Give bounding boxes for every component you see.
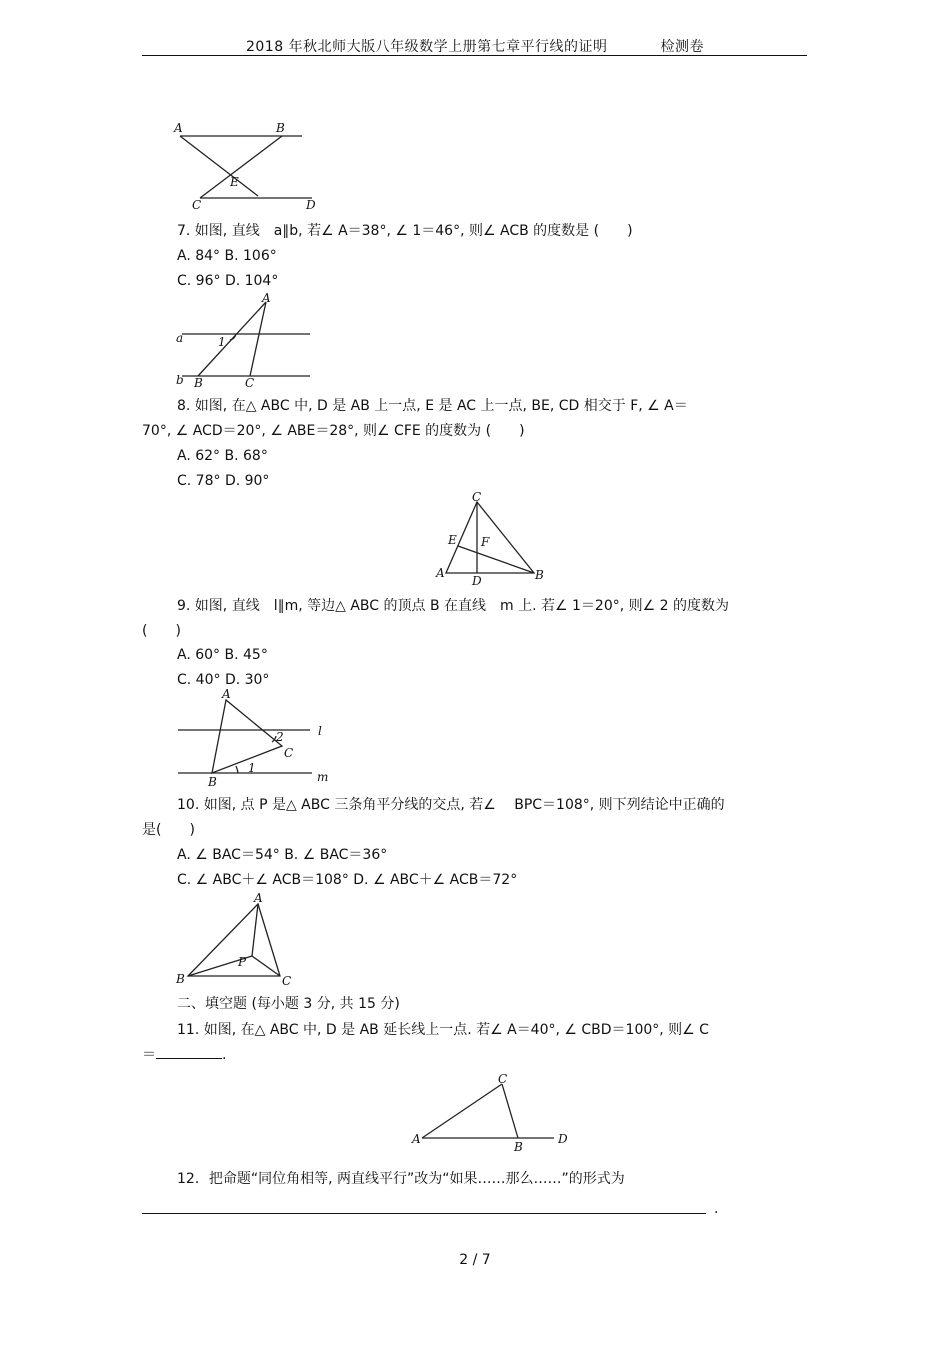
- figure-q8: [430, 490, 550, 590]
- figure-q7: [172, 290, 317, 392]
- fig7-label-c: C: [245, 376, 255, 390]
- fig7-label-angle1: 1: [218, 335, 226, 349]
- header-rule: [142, 55, 807, 56]
- fig7-label-line-b: b: [176, 373, 184, 387]
- fig6-label-b: B: [276, 121, 285, 135]
- fig11-label-d: D: [558, 1132, 568, 1146]
- fig10-label-p: P: [238, 955, 247, 969]
- fig6-label-d: D: [306, 198, 316, 210]
- fig8-label-e: E: [448, 533, 457, 547]
- fig8-label-a: A: [436, 566, 445, 580]
- q12-line1: 12．把命题“同位角相等, 两直线平行”改为“如果……那么……”的形式为: [177, 1171, 625, 1187]
- fig7-label-line-a: a: [176, 331, 184, 345]
- figure-q11: [408, 1070, 578, 1158]
- q8-line1: 8. 如图, 在△ ABC 中, D 是 AB 上一点, E 是 AC 上一点, BE, CD 相交于 F, ∠ A＝: [177, 398, 688, 414]
- q10-options-cd: C. ∠ ABC＋∠ ACB＝108° D. ∠ ABC＋∠ ACB＝72°: [177, 872, 518, 888]
- fig9-label-l: l: [318, 724, 322, 738]
- q9-line2: ( ): [142, 623, 181, 639]
- q7-stem: 7. 如图, 直线 a∥b, 若∠ A＝38°, ∠ 1＝46°, 则∠ ACB 的度数是 ( ): [177, 223, 633, 239]
- fig9-label-b: B: [208, 775, 217, 789]
- fig10-label-b: B: [176, 972, 185, 986]
- page-header: [0, 36, 950, 56]
- fig10-label-c: C: [282, 974, 292, 988]
- fig11-label-b: B: [514, 1140, 523, 1154]
- q11-line1: 11. 如图, 在△ ABC 中, D 是 AB 延长线上一点. 若∠ A＝40°, ∠ CBD＝100°, 则∠ C: [177, 1022, 709, 1038]
- fig7-label-a-point: A: [262, 291, 271, 305]
- fig9-label-c: C: [284, 746, 294, 760]
- q10-line1: 10. 如图, 点 P 是△ ABC 三条角平分线的交点, 若∠ BPC＝108°, 则下列结论中正确的: [177, 797, 725, 813]
- figure-q9: [172, 686, 332, 790]
- fig9-label-angle1: 1: [248, 761, 256, 775]
- q12-period: .: [714, 1201, 719, 1217]
- section-fill-in-title: 二、填空题 (每小题 3 分, 共 15 分): [177, 996, 400, 1012]
- q7-options-cd: C. 96° D. 104°: [177, 273, 279, 289]
- q10-options-ab: A. ∠ BAC＝54° B. ∠ BAC＝36°: [177, 847, 388, 863]
- q10-line2: 是( ): [142, 822, 195, 838]
- q8-line2: 70°, ∠ ACD＝20°, ∠ ABE＝28°, 则∠ CFE 的度数为 ( ): [142, 423, 525, 439]
- q8-options-cd: C. 78° D. 90°: [177, 473, 270, 489]
- header-title: 2018 年秋北师大版八年级数学上册第七章平行线的证明: [245, 39, 608, 55]
- fig8-label-d: D: [472, 574, 482, 588]
- fig6-label-a: A: [174, 121, 183, 135]
- q9-options-cd: C. 40° D. 30°: [177, 672, 270, 688]
- figure-q6: [170, 118, 320, 210]
- fig6-label-c: C: [192, 198, 202, 210]
- fig6-label-e: E: [230, 175, 239, 189]
- q8-options-ab: A. 62° B. 68°: [177, 448, 268, 464]
- fig9-label-m: m: [317, 770, 329, 784]
- fig9-label-a: A: [222, 687, 231, 701]
- q11-answer-blank[interactable]: [156, 1046, 222, 1059]
- q12-answer-blank[interactable]: [142, 1213, 706, 1214]
- q7-options-ab: A. 84° B. 106°: [177, 248, 277, 264]
- fig7-label-b: B: [194, 376, 203, 390]
- fig11-label-a: A: [412, 1132, 421, 1146]
- fig8-label-c: C: [472, 490, 482, 504]
- q11-equals: ＝: [142, 1047, 156, 1063]
- fig10-label-a: A: [254, 891, 263, 905]
- fig8-label-f: F: [481, 535, 490, 549]
- header-subtitle: 检测卷: [660, 39, 705, 55]
- figure-q10: [172, 888, 302, 992]
- q11-period: .: [222, 1047, 227, 1063]
- fig11-label-c: C: [498, 1072, 508, 1086]
- page-number: 2 / 7: [459, 1252, 491, 1268]
- q9-options-ab: A. 60° B. 45°: [177, 647, 268, 663]
- q11-line2: [142, 1046, 226, 1064]
- fig8-label-b: B: [535, 568, 544, 582]
- fig9-label-angle2: 2: [276, 730, 284, 744]
- q9-line1: 9. 如图, 直线 l∥m, 等边△ ABC 的顶点 B 在直线 m 上. 若∠ 1＝20°, 则∠ 2 的度数为: [177, 598, 729, 614]
